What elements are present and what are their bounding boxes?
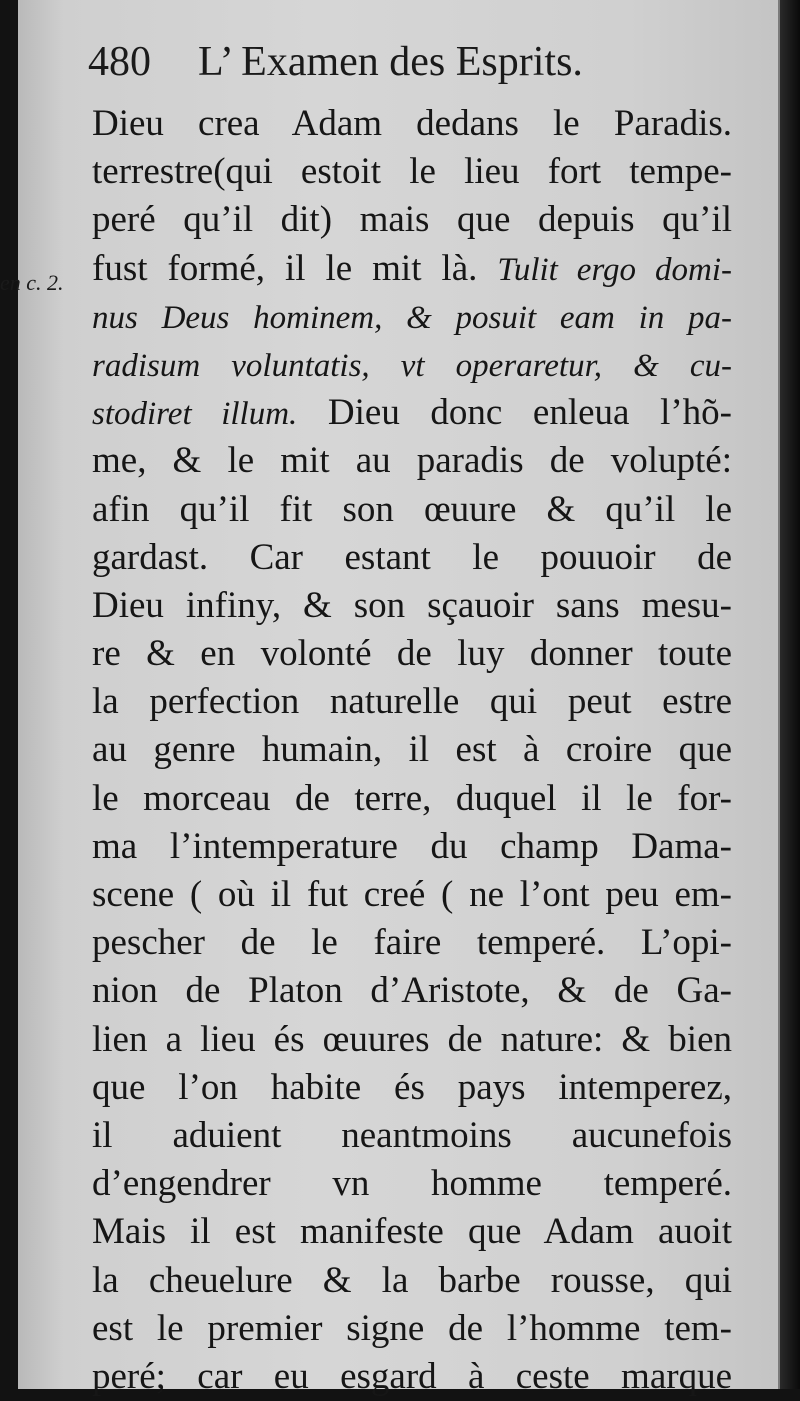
text-segment: terrestre(qui estoit le lieu fort tempe- [92,151,732,193]
text-segment: que l’on habite és pays intemperez, [92,1066,732,1108]
text-line [92,582,732,630]
text-line [92,1208,732,1256]
text-segment: le morceau de terre, duquel il le for- [92,777,732,819]
text-line [92,148,732,196]
text-line [92,1064,732,1112]
text-line [92,1016,732,1064]
margin-note: en c. 2. [0,270,64,295]
text-line [92,1353,732,1401]
text-segment: nion de Platon d’Aristote, & de Ga- [92,970,732,1012]
text-segment: peré qu’il dit) mais que depuis qu’il [92,199,732,241]
text-line [92,823,732,871]
text-line [92,726,732,774]
text-line [92,871,732,919]
text-segment: au genre humain, il est à croire que [92,729,732,771]
text-segment: lien a lieu és œuures de nature: & bien [92,1018,732,1060]
latin-quote-segment: Tulit ergo domi- [497,251,732,288]
text-line [92,534,732,582]
text-segment: d’engendrer vn homme temperé. [92,1163,732,1205]
text-line [92,678,732,726]
text-segment: Dieu crea Adam dedans le Paradis. [92,103,732,144]
text-segment: Mais il est manifeste que Adam auoit [92,1211,732,1253]
text-line [92,967,732,1015]
text-line [92,919,732,967]
text-segment: gardast. Car estant le pouuoir de [92,536,732,578]
page-number: 480 [88,39,151,85]
text-segment: ma l’intemperature du champ Dama- [92,825,732,867]
text-line [92,1160,732,1208]
latin-quote-segment: radisum voluntatis, vt operaretur, & cu- [92,347,732,384]
text-segment: est le premier signe de l’homme tem- [92,1307,732,1349]
latin-quote-segment: stodiret illum. [92,396,298,433]
text-segment: fust formé, il le mit là. [92,247,498,289]
text-segment: peré; car eu esgard à ceste marque [92,1355,732,1397]
text-line [92,775,732,823]
text-line [92,630,732,678]
text-segment: la perfection naturelle qui peut estre [92,681,732,723]
text-line [92,293,732,341]
text-line [92,245,732,293]
text-segment: scene ( où il fut creé ( ne l’ont peu em- [92,874,732,915]
text-segment: Dieu donc enleua l’hõ- [297,392,732,434]
text-line [92,486,732,534]
text-line [92,1112,732,1160]
text-line [92,1305,732,1353]
text-line [92,100,732,148]
text-line [92,341,732,389]
text-line [92,389,732,437]
text-segment: me, & le mit au paradis de volupté: [92,440,732,482]
text-segment: afin qu’il fit son œuure & qu’il le [92,488,732,530]
scan-edge [780,0,800,1389]
page-header [88,38,583,94]
running-title: L’ Examen des Esprits. [198,39,583,85]
text-line [92,437,732,485]
text-segment: re & en volonté de luy donner toute [92,633,732,675]
text-line [92,1257,732,1305]
text-segment: pescher de le faire temperé. L’opi- [92,922,732,964]
text-segment: la cheuelure & la barbe rousse, qui [92,1259,732,1301]
text-segment: Dieu infiny, & son sçauoir sans mesu- [92,584,732,626]
text-line [92,196,732,244]
latin-quote-segment: nus Deus hominem, & posuit eam in pa- [92,299,732,336]
text-segment: il aduient neantmoins aucunefois [92,1114,732,1156]
body-text [92,100,732,1401]
